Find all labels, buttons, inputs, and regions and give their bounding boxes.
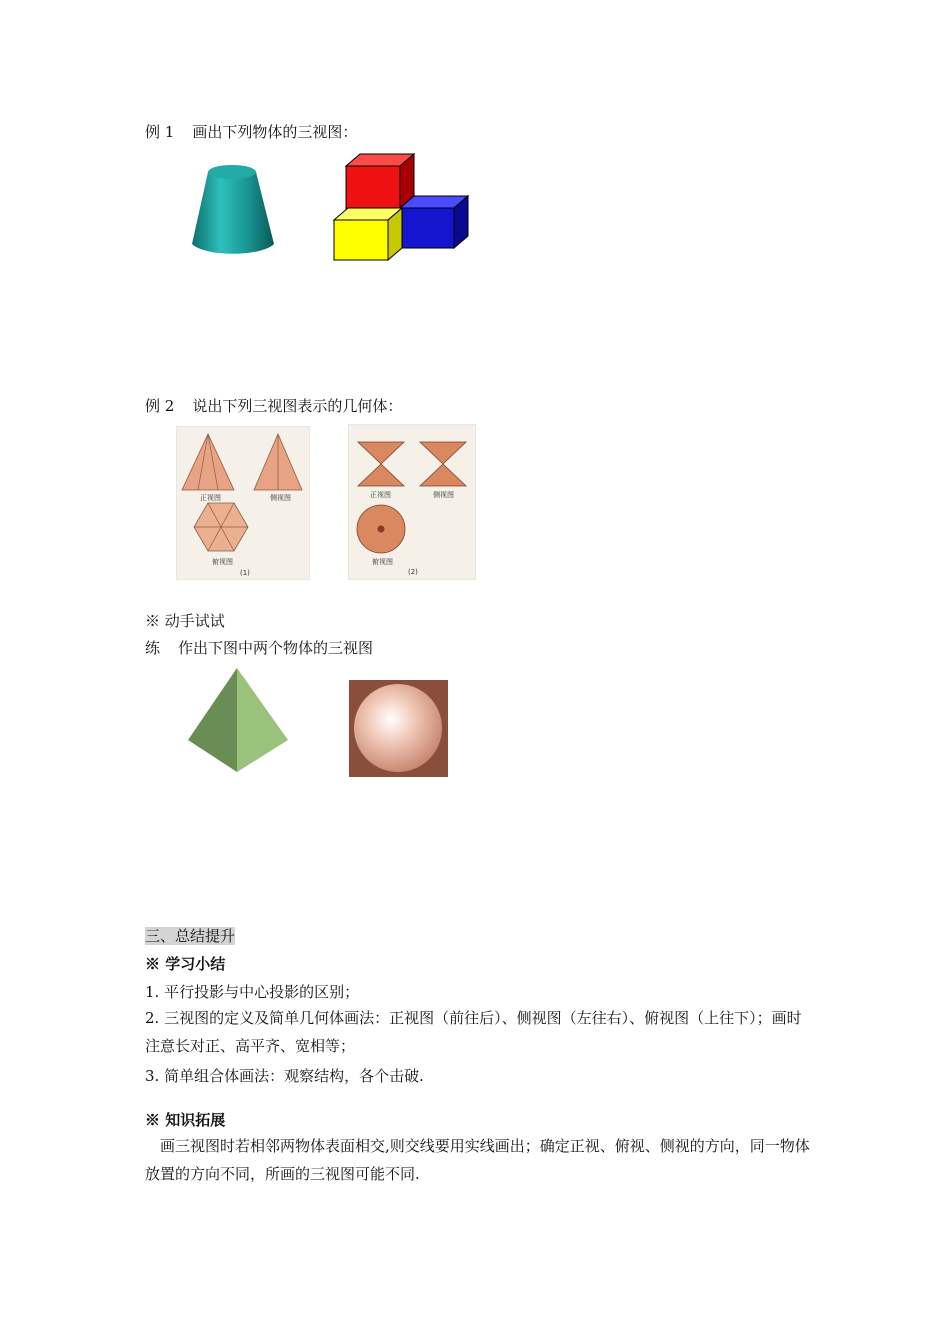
pyramid-figure [186,666,290,774]
three-view-figure-2 [348,424,476,580]
side-view-label-2: 侧视图 [433,491,454,499]
example2-label: 例 2 [145,397,175,415]
summary-title-text: 三、总结提升 [145,927,236,945]
example1-line [145,122,357,142]
top-view-label-1: 俯视图 [212,558,233,566]
extension-heading: ※ 知识拓展 [145,1111,226,1129]
example2-line [145,396,402,416]
practice-line [145,638,373,658]
summary-section-title [145,926,235,946]
practice-label: 练 [145,639,161,657]
extension-text: 画三视图时若相邻两物体表面相交,则交线要用实线画出；确定正视、俯视、侧视的方向，同一物体放置的方向不同，所画的三视图可能不同. [145,1137,810,1183]
side-view-label-1: 侧视图 [270,494,291,502]
front-view-label-2: 正视图 [370,491,391,499]
summary-item-1: 1. 平行投影与中心投影的区别； [145,983,360,1001]
cube-stack-figure [330,152,472,264]
top-view-label-2: 俯视图 [372,558,393,566]
front-view-label-1: 正视图 [200,494,221,502]
example1-label: 例 1 [145,123,175,141]
three-view-figure-1 [176,426,310,580]
top-view-circle-2 [357,505,405,553]
figure-number-1: (1) [240,569,250,577]
summary-item-3: 3. 简单组合体画法：观察结构，各个击破. [145,1067,424,1085]
study-summary-heading: ※ 学习小结 [145,955,226,973]
try-it-heading: ※ 动手试试 [145,612,225,630]
practice-text: 作出下图中两个物体的三视图 [178,639,374,657]
summary-item-2: 2. 三视图的定义及简单几何体画法：正视图（前往后）、侧视图（左往右）、俯视图（上往下）；画时注意长对正、高平齐、宽相等； [145,1009,802,1055]
figure-number-2: (2) [408,568,418,576]
example1-text: 画出下列物体的三视图： [192,123,358,141]
example2-text: 说出下列三视图表示的几何体： [192,397,403,415]
sphere-figure [349,680,448,777]
frustum-figure [188,160,280,264]
